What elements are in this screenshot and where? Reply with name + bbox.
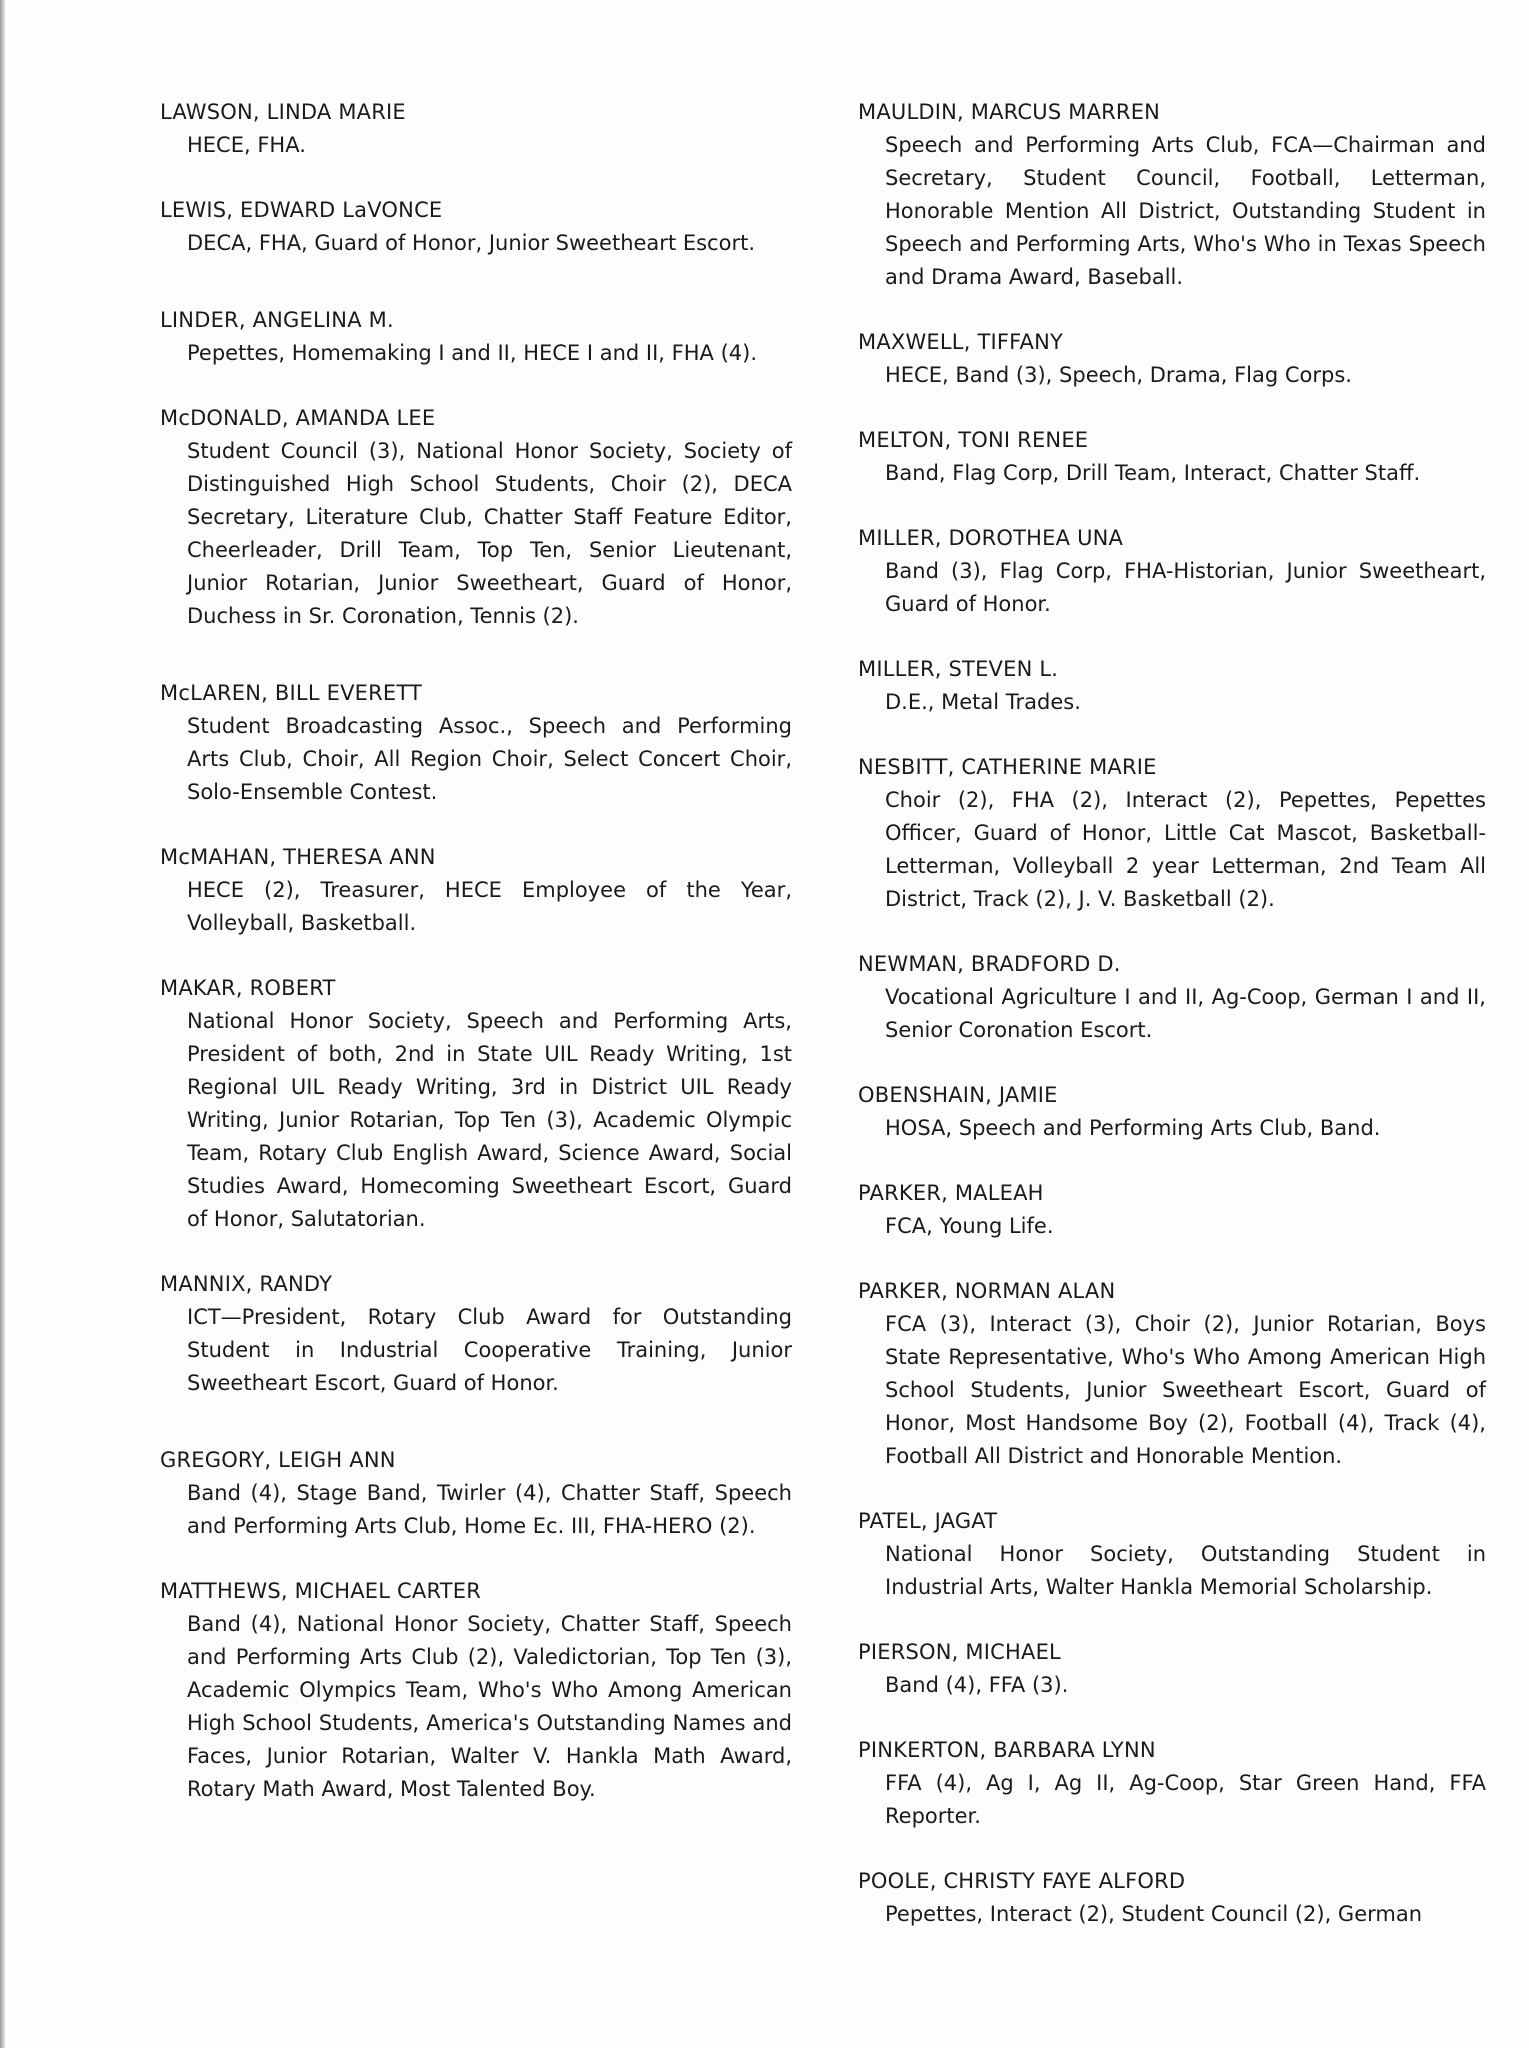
student-activities: Band (3), Flag Corp, FHA-Historian, Junior Sweetheart, Guard of Honor. <box>885 559 1486 616</box>
page-binding-edge <box>0 0 5 2048</box>
student-name: MATTHEWS, MICHAEL CARTER <box>160 1579 481 1603</box>
student-entry <box>160 1444 792 1543</box>
student-name: McLAREN, BILL EVERETT <box>160 681 423 705</box>
student-entry <box>858 1275 1486 1473</box>
student-entry <box>858 424 1486 490</box>
left-column <box>160 96 792 1806</box>
student-entry <box>858 948 1486 1047</box>
student-activities: Choir (2), FHA (2), Interact (2), Pepettes, Pepettes Officer, Guard of Honor, Little Cat Mascot, Basketball-Letterman, Volleyball 2 year Letterman, 2nd Team All District, Track (2), J. V. Basketball (2). <box>885 788 1486 911</box>
student-entry <box>160 304 792 370</box>
student-name: MAXWELL, TIFFANY <box>858 330 1064 354</box>
student-entry <box>858 653 1486 719</box>
student-name: PIERSON, MICHAEL <box>858 1640 1061 1664</box>
student-entry <box>858 96 1486 294</box>
student-activities: HECE, FHA. <box>187 133 306 157</box>
student-activities: D.E., Metal Trades. <box>885 690 1081 714</box>
right-column <box>858 96 1486 1931</box>
student-activities: Band (4), FFA (3). <box>885 1673 1069 1697</box>
student-activities: National Honor Society, Outstanding Student in Industrial Arts, Walter Hankla Memorial Scholarship. <box>885 1542 1486 1599</box>
student-name: LAWSON, LINDA MARIE <box>160 100 406 124</box>
student-entry <box>160 677 792 809</box>
student-name: MILLER, DOROTHEA UNA <box>858 526 1124 550</box>
student-entry <box>858 1734 1486 1833</box>
student-activities: Band, Flag Corp, Drill Team, Interact, Chatter Staff. <box>885 461 1421 485</box>
student-entry <box>858 1079 1486 1145</box>
student-name: MAULDIN, MARCUS MARREN <box>858 100 1161 124</box>
student-name: McMAHAN, THERESA ANN <box>160 845 436 869</box>
student-activities: FCA, Young Life. <box>885 1214 1054 1238</box>
student-entry <box>858 1865 1486 1931</box>
student-name: PINKERTON, BARBARA LYNN <box>858 1738 1156 1762</box>
student-name: LINDER, ANGELINA M. <box>160 308 394 332</box>
student-entry <box>160 194 792 260</box>
student-entry <box>858 1505 1486 1604</box>
student-entry <box>858 1636 1486 1702</box>
student-name: MILLER, STEVEN L. <box>858 657 1059 681</box>
student-activities: HOSA, Speech and Performing Arts Club, Band. <box>885 1116 1381 1140</box>
student-name: PARKER, NORMAN ALAN <box>858 1279 1116 1303</box>
student-activities: Pepettes, Interact (2), Student Council (2), German <box>885 1902 1423 1926</box>
student-activities: Band (4), National Honor Society, Chatter Staff, Speech and Performing Arts Club (2), Valedictorian, Top Ten (3), Academic Olympics Team, Who's Who Among American High School Students, America's Outstanding Names and Faces, Junior Rotarian, Walter V. Hankla Math Award, Rotary Math Award, Most Talented Boy. <box>187 1612 792 1801</box>
student-entry <box>160 1268 792 1400</box>
student-activities: Vocational Agriculture I and II, Ag-Coop, German I and II, Senior Coronation Escort. <box>885 985 1486 1042</box>
student-entry <box>160 972 792 1236</box>
student-entry <box>160 96 792 162</box>
student-activities: FFA (4), Ag I, Ag II, Ag-Coop, Star Green Hand, FFA Reporter. <box>885 1771 1486 1828</box>
student-name: GREGORY, LEIGH ANN <box>160 1448 396 1472</box>
student-activities: HECE (2), Treasurer, HECE Employee of the Year, Volleyball, Basketball. <box>187 878 792 935</box>
student-entry <box>858 522 1486 621</box>
student-activities: National Honor Society, Speech and Performing Arts, President of both, 2nd in State UIL Ready Writing, 1st Regional UIL Ready Writing, 3rd in District UIL Ready Writing, Junior Rotarian, Top Ten (3), Academic Olympic Team, Rotary Club English Award, Science Award, Social Studies Award, Homecoming Sweetheart Escort, Guard of Honor, Salutatorian. <box>187 1009 792 1231</box>
student-name: MANNIX, RANDY <box>160 1272 333 1296</box>
student-name: NEWMAN, BRADFORD D. <box>858 952 1121 976</box>
student-entry <box>858 1177 1486 1243</box>
student-activities: FCA (3), Interact (3), Choir (2), Junior Rotarian, Boys State Representative, Who's Who Among American High School Students, Junior Sweetheart Escort, Guard of Honor, Most Handsome Boy (2), Football (4), Track (4), Football All District and Honorable Mention. <box>885 1312 1486 1468</box>
student-name: OBENSHAIN, JAMIE <box>858 1083 1058 1107</box>
student-activities: ICT—President, Rotary Club Award for Outstanding Student in Industrial Cooperative Training, Junior Sweetheart Escort, Guard of Honor. <box>187 1305 792 1395</box>
student-name: LEWIS, EDWARD LaVONCE <box>160 198 443 222</box>
student-activities: Pepettes, Homemaking I and II, HECE I and II, FHA (4). <box>187 341 757 365</box>
student-name: PARKER, MALEAH <box>858 1181 1044 1205</box>
student-activities: Student Broadcasting Assoc., Speech and Performing Arts Club, Choir, All Region Choir, Select Concert Choir, Solo-Ensemble Contest. <box>187 714 792 804</box>
student-entry <box>858 751 1486 916</box>
student-entry <box>160 402 792 633</box>
student-activities: HECE, Band (3), Speech, Drama, Flag Corps. <box>885 363 1352 387</box>
student-name: MAKAR, ROBERT <box>160 976 336 1000</box>
student-entry <box>160 841 792 940</box>
student-entry <box>858 326 1486 392</box>
student-name: POOLE, CHRISTY FAYE ALFORD <box>858 1869 1186 1893</box>
student-entry <box>160 1575 792 1806</box>
student-activities: Band (4), Stage Band, Twirler (4), Chatter Staff, Speech and Performing Arts Club, Home Ec. III, FHA-HERO (2). <box>187 1481 792 1538</box>
student-activities: Speech and Performing Arts Club, FCA—Chairman and Secretary, Student Council, Football, Letterman, Honorable Mention All District, Outstanding Student in Speech and Performing Arts, Who's Who in Texas Speech and Drama Award, Baseball. <box>885 133 1486 289</box>
student-name: MELTON, TONI RENEE <box>858 428 1089 452</box>
student-name: PATEL, JAGAT <box>858 1509 998 1533</box>
student-name: McDONALD, AMANDA LEE <box>160 406 436 430</box>
student-activities: Student Council (3), National Honor Society, Society of Distinguished High School Students, Choir (2), DECA Secretary, Literature Club, Chatter Staff Feature Editor, Cheerleader, Drill Team, Top Ten, Senior Lieutenant, Junior Rotarian, Junior Sweetheart, Guard of Honor, Duchess in Sr. Coronation, Tennis (2). <box>187 439 792 628</box>
student-name: NESBITT, CATHERINE MARIE <box>858 755 1157 779</box>
student-activities: DECA, FHA, Guard of Honor, Junior Sweetheart Escort. <box>187 231 755 255</box>
